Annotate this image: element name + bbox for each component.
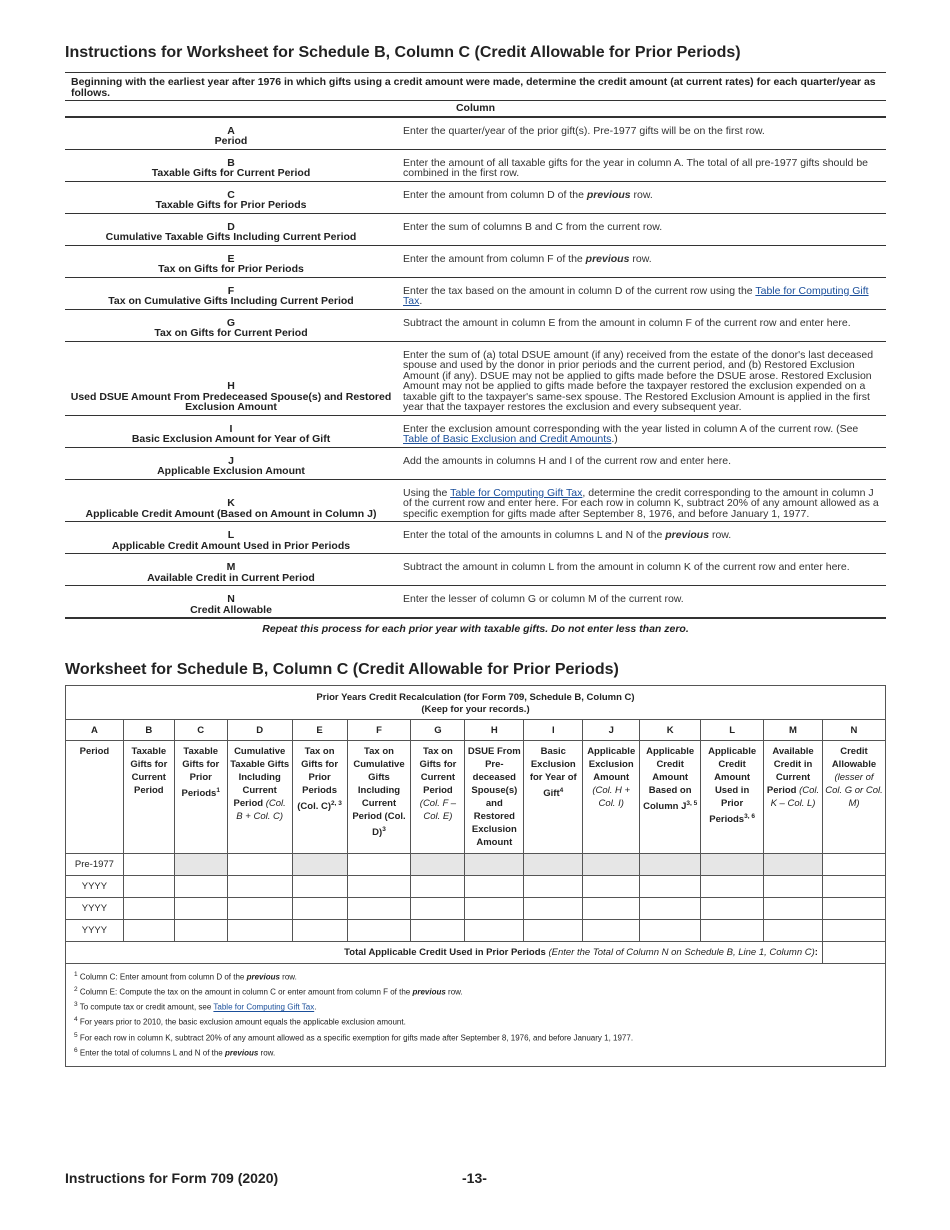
instruction-column-name: A Period [65, 117, 397, 150]
header-l: Applicable Credit Amount Used in Prior Periods$^{3, 6}$ [701, 741, 764, 854]
column-letter: A [66, 720, 124, 741]
repeat-note: Repeat this process for each prior year with taxable gifts. Do not enter less than zero. [65, 618, 886, 640]
instruction-column-name: D Cumulative Taxable Gifts Including Current Period [65, 213, 397, 245]
header-d: Cumulative Taxable Gifts Including Current Period (Col. B + Col. C) [227, 741, 292, 854]
footnote-1: $^1$ Column C: Enter amount from column D of the previous row. [74, 971, 297, 982]
column-letter: F [347, 720, 411, 741]
entry-cell[interactable] [465, 876, 524, 898]
instruction-row [65, 341, 886, 415]
column-letter: D [227, 720, 292, 741]
entry-cell[interactable] [174, 876, 227, 898]
header-j: Applicable Exclusion Amount (Col. H + Col. I) [583, 741, 640, 854]
instruction-text: Enter the amount from column D of the previous row. [397, 181, 886, 213]
instruction-column-name: K Applicable Credit Amount (Based on Amount in Column J) [65, 479, 397, 522]
entry-cell[interactable] [465, 854, 524, 876]
entry-cell[interactable] [640, 876, 701, 898]
entry-cell[interactable] [465, 920, 524, 942]
instruction-row [65, 277, 886, 309]
instruction-row [65, 415, 886, 447]
instruction-column-name: M Available Credit in Current Period [65, 554, 397, 586]
instruction-text: Using the Table for Computing Gift Tax, determine the credit corresponding to the amount in column J of the current row and enter here. For each row in column K, subtract 20% of any amount allowed as a specific exemption for gifts made after September 8, 1976, and before January 1, 1977. [397, 479, 886, 522]
entry-cell[interactable] [583, 898, 640, 920]
instruction-text: Enter the amount from column F of the previous row. [397, 245, 886, 277]
column-header: Column [65, 101, 886, 117]
column-letter: I [524, 720, 583, 741]
total-input-cell[interactable] [822, 942, 885, 964]
entry-cell[interactable] [227, 898, 292, 920]
table-title-text: Prior Years Credit Recalculation (for Form 709, Schedule B, Column C) [316, 692, 635, 703]
entry-cell[interactable] [292, 898, 347, 920]
period-cell: Pre-1977 [66, 854, 124, 876]
entry-cell[interactable] [347, 876, 411, 898]
header-n: Credit Allowable (lesser of Col. G or Col. M) [822, 741, 885, 854]
header-f: Tax on Cumulative Gifts Including Current Period (Col. D)$^3$ [347, 741, 411, 854]
instruction-row [65, 554, 886, 586]
header-m: Available Credit in Current Period (Col. K – Col. L) [764, 741, 823, 854]
entry-cell[interactable] [524, 898, 583, 920]
instructions-table [65, 72, 886, 640]
instruction-text: Enter the amount of all taxable gifts for the year in column A. The total of all pre-1977 gifts should be combined in the first row. [397, 149, 886, 181]
footnote-6: $^6$ Enter the total of columns L and N of the previous row. [74, 1046, 276, 1058]
entry-cell[interactable] [174, 898, 227, 920]
worksheet-row [66, 876, 886, 898]
entry-cell[interactable] [822, 920, 885, 942]
instruction-row [65, 522, 886, 554]
worksheet-row [66, 854, 886, 876]
entry-cell[interactable] [764, 920, 823, 942]
entry-cell[interactable] [701, 854, 764, 876]
column-letter: B [123, 720, 174, 741]
entry-cell[interactable] [123, 898, 174, 920]
column-letter: L [701, 720, 764, 741]
column-letter: E [292, 720, 347, 741]
instruction-text: Enter the quarter/year of the prior gift(s). Pre-1977 gifts will be on the first row. [397, 117, 886, 150]
entry-cell[interactable] [347, 920, 411, 942]
header-c: Taxable Gifts for Prior Periods$^1$ [174, 741, 227, 854]
total-label: Total Applicable Credit Used in Prior Periods (Enter the Total of Column N on Schedule B, Line 1, Column C): [66, 942, 823, 964]
footnote-5: $^5$ For each row in column K, subtract 20% of any amount allowed as a specific exemption for gifts made after September 8, 1976, and before January 1, 1977. [74, 1031, 634, 1043]
period-cell: YYYY [66, 898, 124, 920]
entry-cell[interactable] [583, 876, 640, 898]
header-k: Applicable Credit Amount Based on Column J$^{3, 5}$ [640, 741, 701, 854]
entry-cell[interactable] [292, 854, 347, 876]
table-subtitle-text: (Keep for your records.) [421, 704, 530, 715]
column-letter: J [583, 720, 640, 741]
worksheet-row [66, 920, 886, 942]
instructions-title: Instructions for Worksheet for Schedule B, Column C (Credit Allowable for Prior Periods) [65, 44, 741, 61]
entry-cell[interactable] [822, 898, 885, 920]
instruction-column-name: N Credit Allowable [65, 586, 397, 619]
instruction-row [65, 181, 886, 213]
instruction-row [65, 149, 886, 181]
total-row [66, 942, 886, 964]
instruction-text: Enter the lesser of column G or column M of the current row. [397, 586, 886, 619]
instruction-row [65, 586, 886, 619]
footnote-2: $^2$ Column E: Compute the tax on the amount in column C or enter amount from column F of the previous row. [74, 986, 463, 997]
column-headers-row [66, 741, 886, 854]
entry-cell[interactable] [640, 854, 701, 876]
entry-cell[interactable] [764, 876, 823, 898]
entry-cell[interactable] [701, 920, 764, 942]
column-letter: K [640, 720, 701, 741]
header-b: Taxable Gifts for Current Period [123, 741, 174, 854]
instruction-row [65, 309, 886, 341]
entry-cell[interactable] [524, 920, 583, 942]
entry-cell[interactable] [292, 920, 347, 942]
instruction-row [65, 447, 886, 479]
header-e: Tax on Gifts for Prior Periods (Col. C)$^{2, 3}$ [292, 741, 347, 854]
entry-cell[interactable] [123, 854, 174, 876]
worksheet-row [66, 898, 886, 920]
entry-cell[interactable] [465, 898, 524, 920]
instruction-link[interactable]: Table for Computing Gift Tax [450, 486, 583, 499]
instruction-text: Enter the sum of columns B and C from the current row. [397, 213, 886, 245]
header-h: DSUE From Pre-deceased Spouse(s) and Restored Exclusion Amount [465, 741, 524, 854]
instruction-column-name: I Basic Exclusion Amount for Year of Gift [65, 415, 397, 447]
instruction-row [65, 245, 886, 277]
instruction-row [65, 213, 886, 245]
header-i: Basic Exclusion for Year of Gift$^4$ [524, 741, 583, 854]
column-letters-row [66, 720, 886, 741]
entry-cell[interactable] [411, 876, 465, 898]
instruction-text: Add the amounts in columns H and I of the current row and enter here. [397, 447, 886, 479]
entry-cell[interactable] [822, 876, 885, 898]
entry-cell[interactable] [764, 898, 823, 920]
entry-cell[interactable] [411, 854, 465, 876]
instruction-column-name: G Tax on Gifts for Current Period [65, 309, 397, 341]
entry-cell[interactable] [640, 898, 701, 920]
header-g: Tax on Gifts for Current Period (Col. F – Col. E) [411, 741, 465, 854]
entry-cell[interactable] [822, 854, 885, 876]
instructions-intro: Beginning with the earliest year after 1976 in which gifts using a credit amount were made, determine the credit amount (at current rates) for each quarter/year as follows. [65, 73, 886, 101]
entry-cell[interactable] [701, 898, 764, 920]
worksheet-title: Worksheet for Schedule B, Column C (Credit Allowable for Prior Periods) [65, 661, 619, 678]
instruction-column-name: L Applicable Credit Amount Used in Prior Periods [65, 522, 397, 554]
footer-doc-title: Instructions for Form 709 (2020) [65, 1170, 279, 1186]
column-letter: G [411, 720, 465, 741]
instruction-column-name: H Used DSUE Amount From Predeceased Spouse(s) and Restored Exclusion Amount [65, 341, 397, 415]
instruction-column-name: F Tax on Cumulative Gifts Including Current Period [65, 277, 397, 309]
footnote-3: $^3$ To compute tax or credit amount, see Table for Computing Gift Tax. [74, 1001, 317, 1012]
entry-cell[interactable] [227, 854, 292, 876]
entry-cell[interactable] [227, 920, 292, 942]
instruction-text: Enter the exclusion amount corresponding with the year listed in column A of the current row. (See Table of Basic Exclusion and Credit Amounts.) [397, 415, 886, 447]
column-letter: N [822, 720, 885, 741]
entry-cell[interactable] [347, 898, 411, 920]
instruction-text: Subtract the amount in column E from the amount in column F of the current row and enter here. [397, 309, 886, 341]
instruction-link[interactable]: Table for Computing Gift Tax [403, 284, 869, 307]
period-cell: YYYY [66, 876, 124, 898]
instruction-column-name: C Taxable Gifts for Prior Periods [65, 181, 397, 213]
entry-cell[interactable] [292, 876, 347, 898]
entry-cell[interactable] [764, 854, 823, 876]
column-letter: H [465, 720, 524, 741]
entry-cell[interactable] [174, 854, 227, 876]
entry-cell[interactable] [524, 854, 583, 876]
instruction-column-name: B Taxable Gifts for Current Period [65, 149, 397, 181]
column-letter: C [174, 720, 227, 741]
instruction-row [65, 479, 886, 522]
instruction-link[interactable]: Table of Basic Exclusion and Credit Amounts [403, 433, 612, 445]
instruction-text: Enter the tax based on the amount in column D of the current row using the Table for Computing Gift Tax. [397, 277, 886, 309]
period-cell: YYYY [66, 920, 124, 942]
entry-cell[interactable] [123, 920, 174, 942]
entry-cell[interactable] [227, 876, 292, 898]
instruction-text: Enter the total of the amounts in columns L and N of the previous row. [397, 522, 886, 554]
worksheet-table-title [66, 686, 886, 720]
footnote-4: $^4$ For years prior to 2010, the basic exclusion amount equals the applicable exclusion amount. [74, 1016, 406, 1028]
footer-page-number: -13- [462, 1170, 487, 1186]
entry-cell[interactable] [701, 876, 764, 898]
instruction-row [65, 117, 886, 150]
instruction-text: Enter the sum of (a) total DSUE amount (if any) received from the estate of the donor's last deceased spouse and used by the donor in prior periods and the current period, and (b) Restored Exclusion Amount (if any). DSUE may not be applied to gifts made before the DSUE arose. Restored Exclusion Amount may not be applied to gifts made before the taxpayer restored the exclusion expended on a taxable gift to the taxpayer's same-sex spouse. The Restored Exclusion Amount is applied in the first year that the taxpayer restores the exclusion and every subsequent year. [397, 341, 886, 415]
footnotes [66, 964, 886, 1067]
entry-cell[interactable] [411, 920, 465, 942]
entry-cell[interactable] [640, 920, 701, 942]
entry-cell[interactable] [347, 854, 411, 876]
entry-cell[interactable] [524, 876, 583, 898]
column-letter: M [764, 720, 823, 741]
entry-cell[interactable] [123, 876, 174, 898]
gift-tax-table-link[interactable]: Table for Computing Gift Tax [213, 1002, 315, 1012]
entry-cell[interactable] [411, 898, 465, 920]
instruction-column-name: E Tax on Gifts for Prior Periods [65, 245, 397, 277]
worksheet-table [65, 685, 886, 1067]
entry-cell[interactable] [583, 920, 640, 942]
header-a: Period [66, 741, 124, 854]
entry-cell[interactable] [583, 854, 640, 876]
entry-cell[interactable] [174, 920, 227, 942]
instruction-text: Subtract the amount in column L from the amount in column K of the current row and enter here. [397, 554, 886, 586]
instruction-column-name: J Applicable Exclusion Amount [65, 447, 397, 479]
